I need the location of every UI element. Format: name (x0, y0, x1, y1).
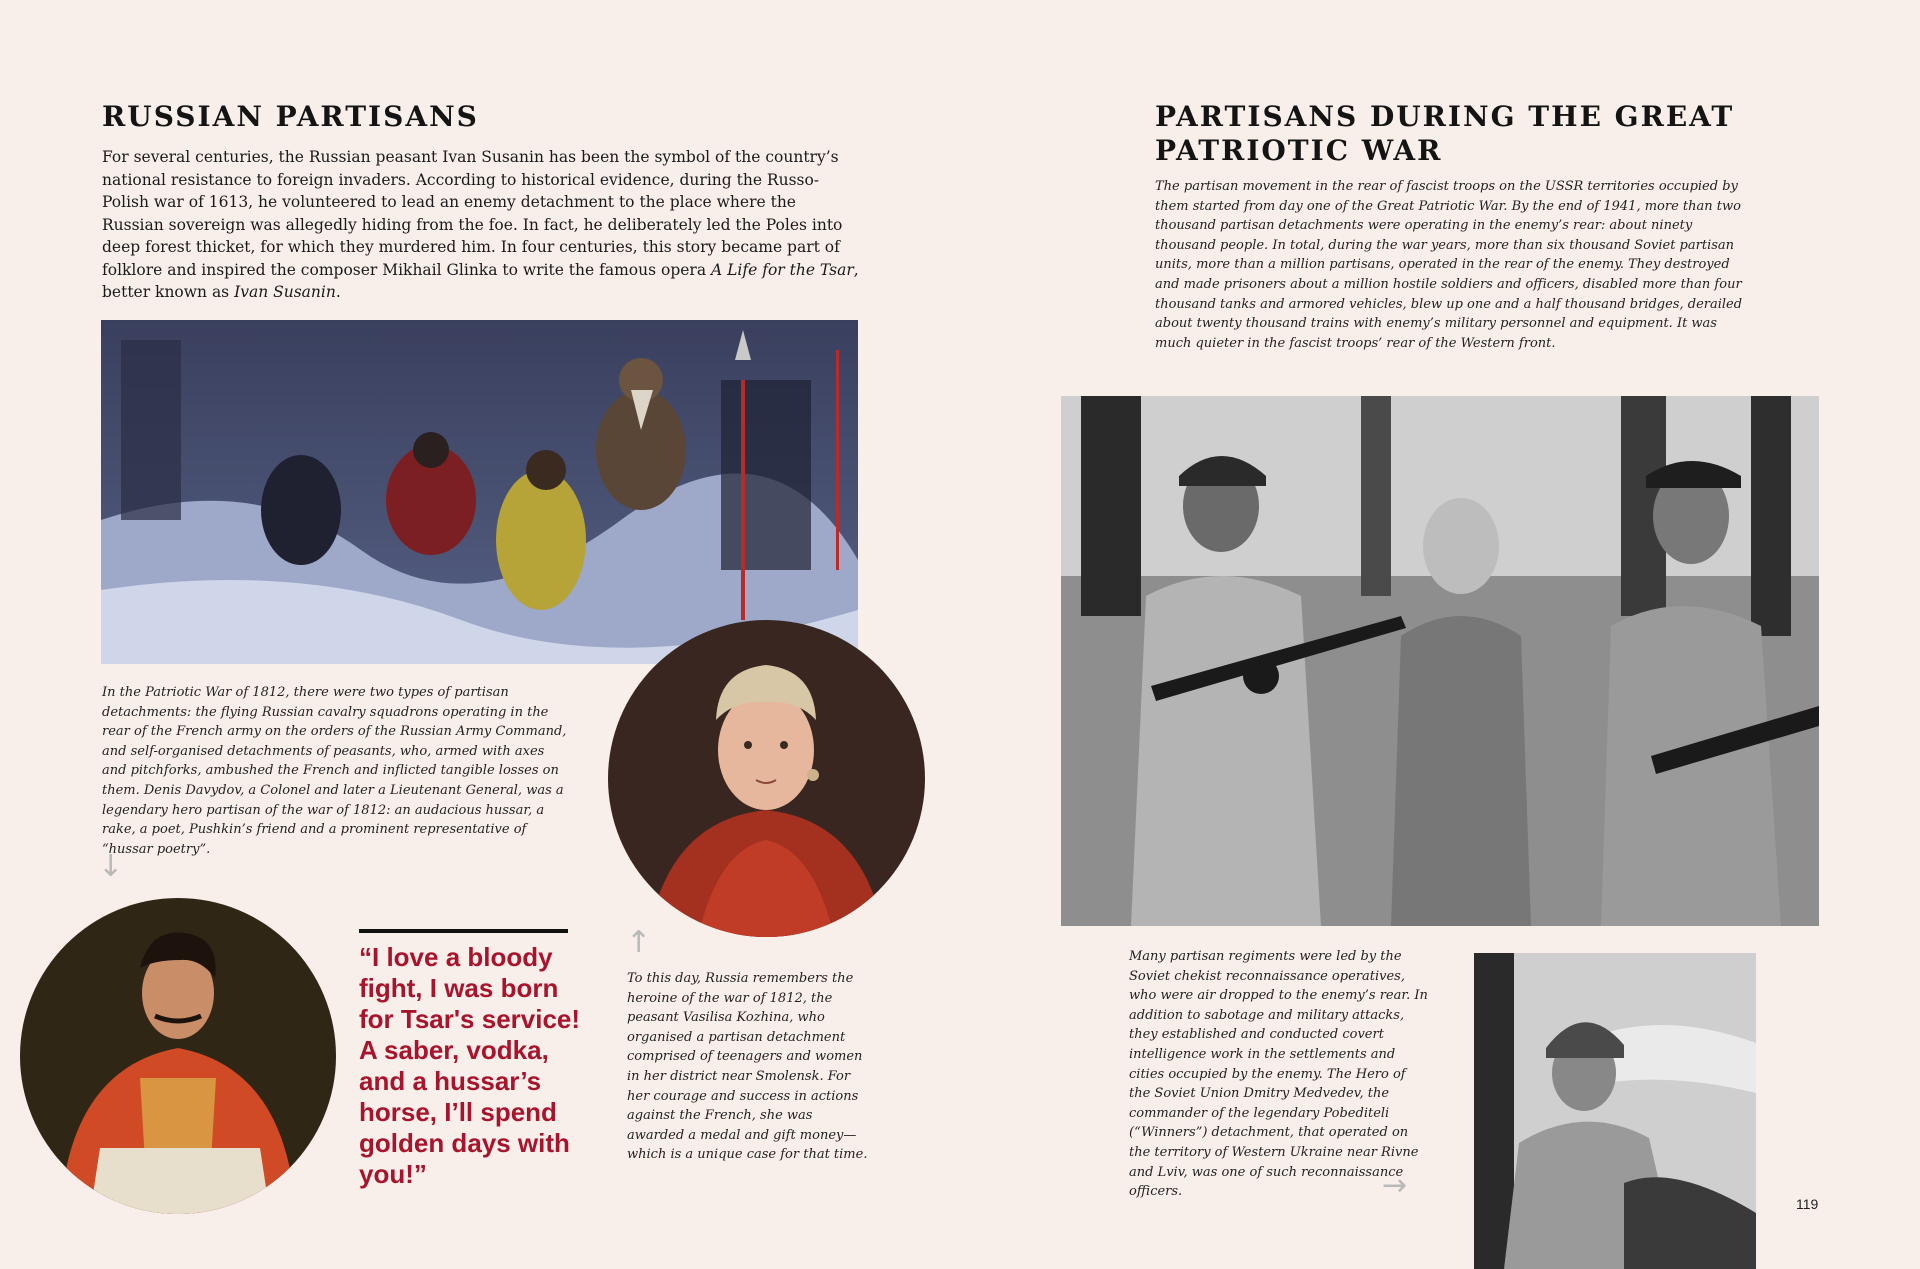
kozhina-portrait (608, 620, 925, 937)
intro-text-2: , better known as (102, 260, 859, 301)
left-page-title: RUSSIAN PARTISANS (102, 100, 479, 133)
arrow-down-icon: ↓ (98, 849, 124, 884)
caption-medvedev: Many partisan regiments were led by the Soviet chekist reconnaissance operatives, who were air dropped to the enemy’s rear. In addition to sabotage and military attacks, they established and conducted covert intelligence work in the settlements and cities occupied by the enemy. The Hero of the Soviet Union Dmitry Medvedev, the commander of the legendary Pobediteli (“Winners”) detachment, that operated on the territory of Western Ukraine near Rivne and Lviv, was one of such reconnaissance officers. (1129, 949, 1428, 1200)
davydov-portrait (20, 898, 336, 1214)
great-patriotic-war-intro: The partisan movement in the rear of fascist troops on the USSR territories occupied by them started from day one of the Great Patriotic War. By the end of 1941, more than two thousand partisan detachments were operating in the enemy’s rear: about ninety thousand people. In total, during the war years, more than six thousand Soviet partisan units, more than a million partisans, operated in the rear of the enemy. They destroyed and made prisoners about a million hostile soldiers and officers, disabled more than four thousand tanks and armored vehicles, blew up one and a half thousand bridges, derailed about twenty thousand trains with enemy’s military personnel and equipment. It was much quieter in the fascist troops’ rear of the Western front. (1155, 179, 1743, 351)
medvedev-photo (1474, 953, 1756, 1269)
opera-title: A Life for the Tsar (711, 260, 854, 279)
caption-1812-war: In the Patriotic War of 1812, there were two types of partisan detachments: the flying Russian cavalry squadrons operating in the rear of the French army on the orders of the Russian Army Command, and self-organised detachments of peasants, who, armed with axes and pitchforks, ambushed the French and inflicted tangible losses on them. Denis Davydov, a Colonel and later a Lieutenant General, was a legendary hero partisan of the war of 1812: an audacious hussar, a rake, a poet, Pushkin’s friend and a prominent representative of “hussar poetry”. (102, 685, 567, 857)
intro-text-3: . (335, 283, 341, 301)
quote-rule (359, 929, 568, 933)
right-page-title: PARTISANS DURING THE GREAT PATRIOTIC WAR (1155, 100, 1735, 167)
susanin-painting (101, 320, 858, 664)
partisans-group-photo (1061, 396, 1819, 926)
caption-kozhina: To this day, Russia remembers the heroine of the war of 1812, the peasant Vasilisa Kozhina, who organised a partisan detachment comprised of teenagers and women in her district near Smolensk. For her courage and success in actions against the French, she was awarded a medal and gift money—which is a unique case for that time. (627, 971, 868, 1163)
arrow-up-icon: ↑ (626, 925, 652, 960)
susanin-intro-paragraph (102, 146, 862, 304)
intro-text-1: For several centuries, the Russian peasant Ivan Susanin has been the symbol of the country’s national resistance to foreign invaders. According to historical evidence, during the Russo-Polish war of 1613, he volunteered to lead an enemy detachment to the place where the Russian sovereign was allegedly hiding from the foe. In fact, he deliberately led the Poles into deep forest thicket, for which they murdered him. In four centuries, this story became part of folklore and inspired the composer Mikhail Glinka to write the famous opera (102, 148, 843, 279)
davydov-quote: “I love a bloody fight, I was born for Tsar's service! A saber, vodka, and a hussar’s horse, I’ll spend golden days with you!” (359, 942, 581, 1189)
arrow-right-icon: → (1382, 1168, 1408, 1203)
opera-alt-title: Ivan Susanin (234, 283, 336, 301)
page-number: 119 (1796, 1196, 1819, 1212)
